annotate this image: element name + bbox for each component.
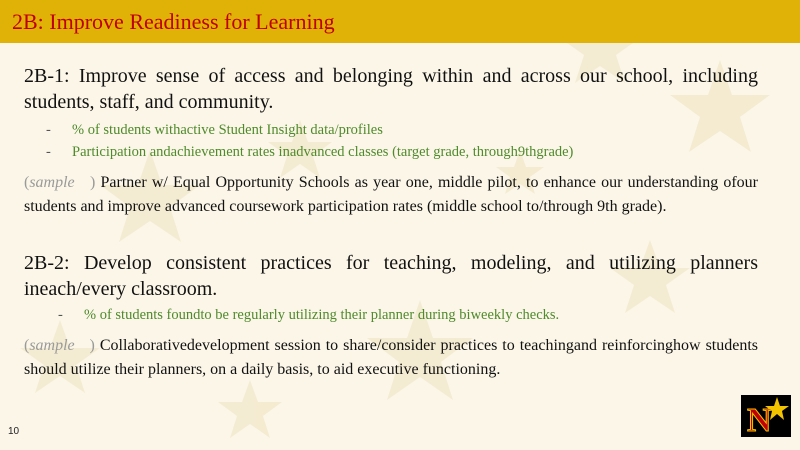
page-number: 10 bbox=[8, 426, 20, 437]
measure-text: Participation andachievement rates inadvanced classes (target grade, through9thgrade) bbox=[72, 144, 574, 160]
star-decoration bbox=[218, 380, 282, 438]
sample-text: Collaborativedevelopment session to share/consider practices to teachingand reinforcinghow students should utilize their planners, on a daily basis, to aid executive functioning. bbox=[24, 337, 759, 378]
logo-letter: N bbox=[747, 402, 772, 437]
sample-label: sample bbox=[29, 174, 75, 191]
goal-2b-2-sample-action: (sample ) Collaborativedevelopment session to share/consider practices to teachingand reinforcinghow students should utilize their planners, on a daily basis, to aid executive functioning. bbox=[24, 337, 759, 378]
measure-item bbox=[36, 304, 758, 326]
school-logo-n-icon bbox=[741, 395, 791, 437]
school-logo bbox=[741, 395, 791, 437]
measure-text: % of students withactive Student Insight data/profiles bbox=[72, 122, 383, 138]
goal-2b-1-title: 2B-1: Improve sense of access and belonging within and across our school, including students, staff, and community. bbox=[24, 65, 758, 113]
measure-text: % of students foundto be regularly utilizing their planner during biweekly checks. bbox=[84, 307, 560, 323]
title-bar bbox=[0, 0, 800, 43]
dash-bullet-icon: - bbox=[46, 144, 51, 160]
goal-2b-1-sample-action: (sample ) Partner w/ Equal Opportunity Schools as year one, middle pilot, to enhance our understanding ofour students and improve advanced coursework participation rates (middle school to/through 9th grade). bbox=[24, 174, 759, 215]
goal-2b-1-section bbox=[24, 63, 758, 219]
dash-bullet-icon: - bbox=[46, 122, 51, 138]
measure-item bbox=[24, 119, 758, 141]
goal-2b-1-measures bbox=[24, 119, 758, 163]
slide-title: 2B: Improve Readiness for Learning bbox=[12, 9, 335, 34]
measure-item bbox=[24, 141, 758, 163]
sample-text: Partner w/ Equal Opportunity Schools as year one, middle pilot, to enhance our understanding ofour students and improve advanced coursework participation rates (middle school to/through 9th grade). bbox=[24, 174, 759, 215]
goal-2b-2-title: 2B-2: Develop consistent practices for teaching, modeling, and utilizing planners ineach/every classroom. bbox=[24, 252, 758, 300]
sample-label: sample bbox=[29, 337, 75, 354]
dash-bullet-icon: - bbox=[58, 307, 63, 323]
goal-2b-2-section bbox=[24, 250, 758, 382]
goal-2b-2-measures bbox=[24, 304, 758, 326]
